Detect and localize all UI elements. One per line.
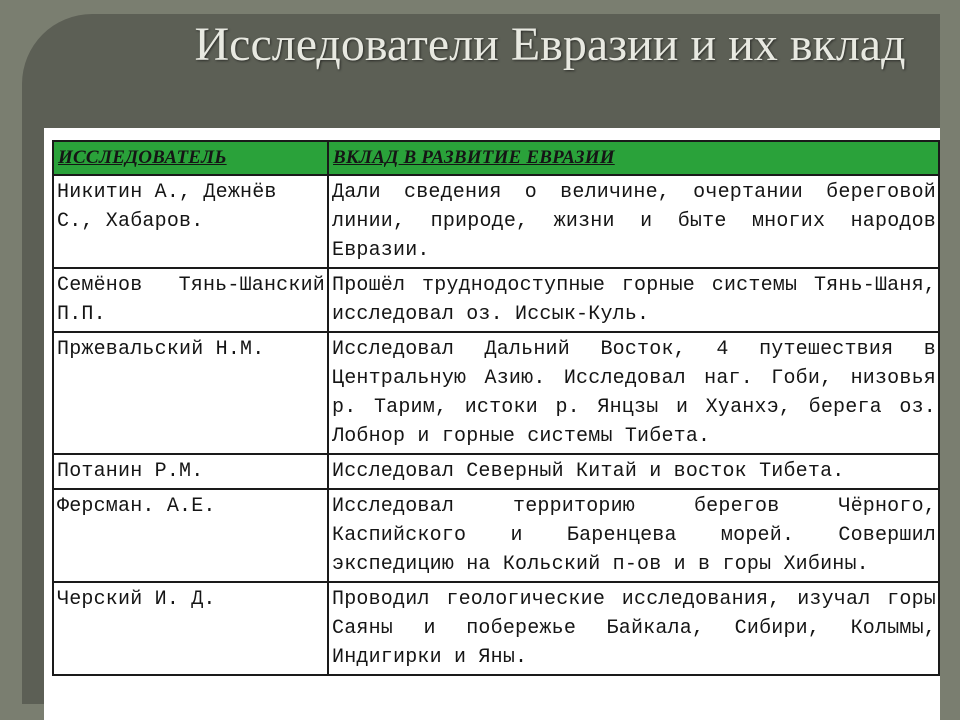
table-header-row [53,141,939,175]
contribution-cell: Исследовал Дальний Восток, 4 путешествия в Центральную Азию. Исследовал наг. Гоби, низовья р. Тарим, истоки р. Янцзы и Хуанхэ, берега оз. Лобнор и горные системы Тибета. [328,332,939,454]
table-image [44,128,940,720]
header-researcher: ИССЛЕДОВАТЕЛЬ [53,141,328,175]
researcher-cell: Семёнов Тянь-Шанский П.П. [53,268,328,332]
contribution-cell: Проводил геологические исследования, изучал горы Саяны и побережье Байкала, Сибири, Колымы, Индигирки и Яны. [328,582,939,675]
table-row [53,582,939,675]
researcher-cell: Потанин Р.М. [53,454,328,489]
slide-title: Исследователи Евразии и их вклад [194,18,906,71]
researcher-cell: Черский И. Д. [53,582,328,675]
contribution-cell: Дали сведения о величине, очертании береговой линии, природе, жизни и быте многих народов Евразии. [328,175,939,268]
contribution-cell: Прошёл труднодоступные горные системы Тянь-Шаня, исследовал оз. Иссык-Куль. [328,268,939,332]
researcher-cell: Ферсман. А.Е. [53,489,328,582]
researchers-table [52,140,940,676]
table-row [53,268,939,332]
contribution-cell: Исследовал Северный Китай и восток Тибета. [328,454,939,489]
researcher-cell: Пржевальский Н.М. [53,332,328,454]
table-row [53,175,939,268]
table-row [53,489,939,582]
table-row [53,454,939,489]
contribution-cell: Исследовал территорию берегов Чёрного, Каспийского и Баренцева морей. Совершил экспедицию на Кольский п-ов и в горы Хибины. [328,489,939,582]
researcher-cell: Никитин А., Дежнёв С., Хабаров. [53,175,328,268]
header-contribution: ВКЛАД В РАЗВИТИЕ ЕВРАЗИИ [328,141,939,175]
table-row [53,332,939,454]
